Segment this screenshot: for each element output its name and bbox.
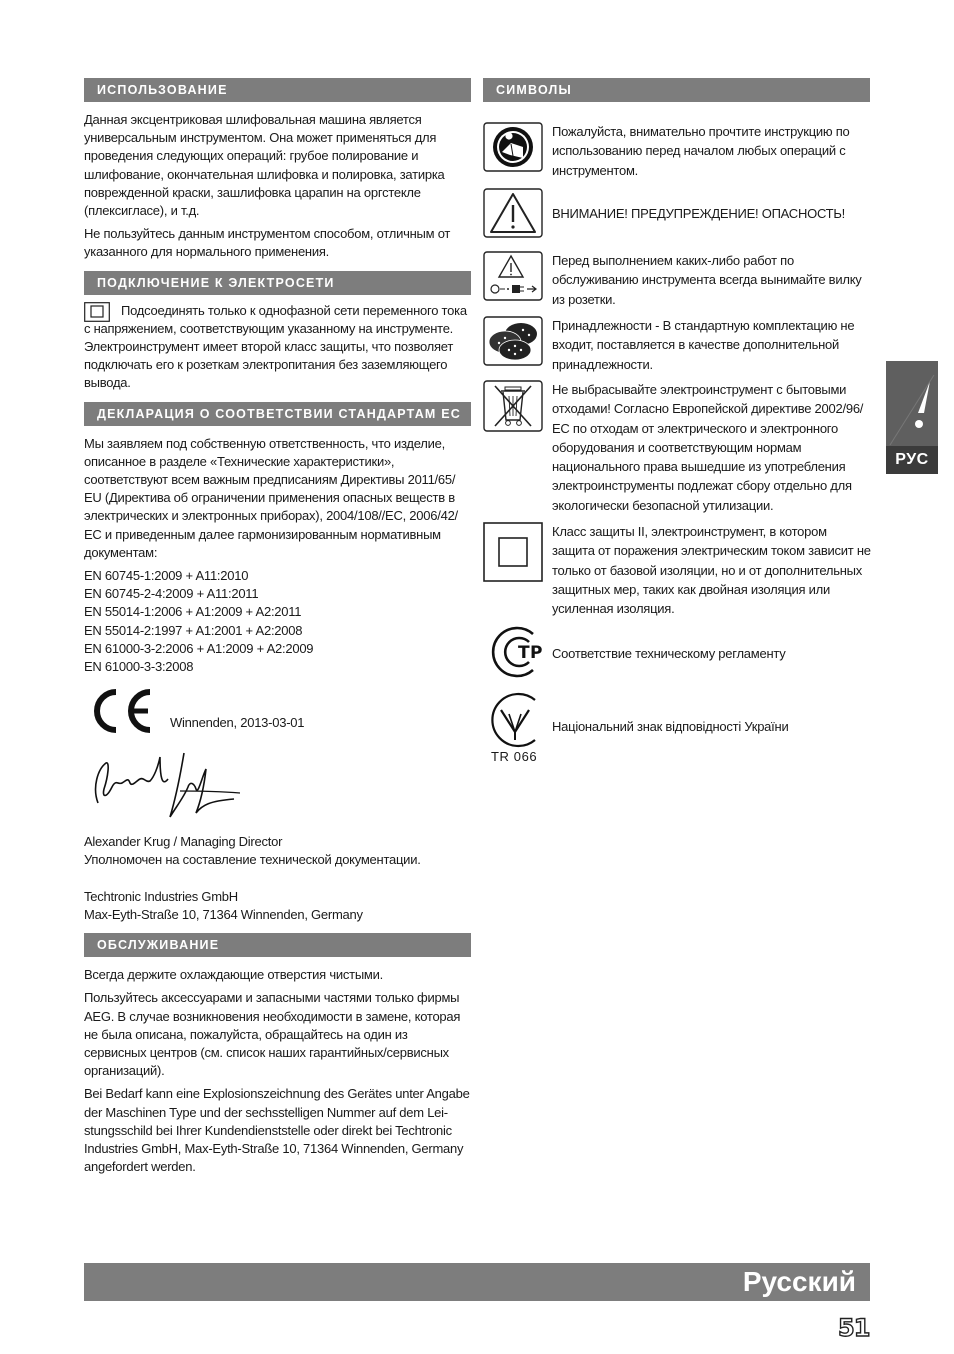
accessories-icon — [483, 316, 543, 366]
page-number: 51 — [838, 1314, 870, 1342]
standard-item: EN 60745-2-4:2009 + A11:2011 — [84, 586, 259, 602]
side-tab-label: РУС — [886, 446, 938, 474]
standard-item: EN 61000-3-3:2008 — [84, 659, 194, 675]
left-column — [84, 78, 471, 1176]
symbol-text: ВНИМАНИЕ! ПРЕДУПРЕЖДЕНИЕ! ОПАСНОСТЬ! — [552, 206, 845, 221]
place-date: Winnenden, 2013-03-01 — [170, 715, 305, 731]
right-column — [483, 78, 870, 798]
standard-item: EN 61000-3-2:2006 + A1:2009 + A2:2009 — [84, 640, 314, 656]
symbol-text: Принадлежности - В стандартную комплектацию не входит, поставляется в качестве дополнительной принадлежности. — [552, 318, 855, 372]
section-heading-usage: ИСПОЛЬЗОВАНИЕ — [84, 78, 471, 102]
symbol-text: Національний знак відповідності України — [552, 719, 789, 734]
language-side-tab — [886, 361, 938, 474]
authorized-text: Уполномочен на составление технической документации. — [84, 852, 421, 868]
symbol-text: Класс защиты II, электроинструмент, в котором защита от поражения электрическим током зависит не только от базовой изоляции, но и от дополнительных защитных мер, таких как двойная изоляция или усиленная изоляция. — [552, 524, 871, 617]
maintenance-paragraph-3: Bei Bedarf kann eine Explosionszeichnung des Gerätes unter Angabe der Maschinen Type und der sechsstelligen Nummer auf dem Lei-stungsschild bei Ihrer Kundendienststelle oder direkt bei Techtronic Industries GmbH, Max-Eyth-Straße 10, 71364 Winnenden, Germany angefordert werden. — [84, 1086, 470, 1175]
symbol-text: Не выбрасывайте электроинструмент с бытовыми отходами! Согласно Европейской директиве 2002/96/ ЕС по отходам от электрического и электронного оборудования и соответствующим нормам национального права вышедшие из употребления электроинструменты подлежат сбору отдельно для экологически безопасной утилизации. — [552, 382, 864, 513]
section-heading-declaration: ДЕКЛАРАЦИЯ О СООТВЕТСТВИИ СТАНДАРТАМ ЕС — [84, 402, 471, 426]
symbol-text: Соответствие техническому регламенту — [552, 646, 786, 661]
class-ii-icon — [84, 302, 110, 322]
standard-item: EN 55014-2:1997 + A1:2001 + A2:2008 — [84, 622, 303, 638]
standard-item: EN 55014-1:2006 + A1:2009 + A2:2011 — [84, 604, 302, 620]
section-heading-symbols: СИМВОЛЫ — [483, 78, 870, 102]
warning-triangle-icon — [483, 188, 543, 238]
svg-text:Т: Т — [518, 643, 530, 663]
maintenance-paragraph-2: Пользуйтесь аксессуарами и запасными частями только фирмы AEG. В случае возникновения необходимости в замене, которая не была описана, пожалуйста, обращайтесь на один из сервисных центров (см. список наших гарантийных/сервисных организаций). — [84, 990, 461, 1079]
company-name: Techtronic Industries GmbH — [84, 888, 238, 904]
maintenance-paragraph-1: Всегда держите охлаждающие отверстия чистыми. — [84, 967, 383, 983]
weee-bin-icon — [483, 380, 543, 432]
signer-name: Alexander Krug / Managing Director — [84, 834, 283, 850]
ce-mark-icon — [86, 687, 156, 735]
class-ii-icon — [483, 522, 543, 582]
symbol-text: Перед выполнением каких-либо работ по обслуживанию инструмента всегда вынимайте вилку из розетки. — [552, 253, 862, 307]
power-paragraph: Подсоединять только к однофазной сети переменного тока с напряжением, соответствующим указанному на инструменте. Электроинструмент имеет второй класс защиты, что позволяет подключать его к розеткам электропитания без заземляющего вывода. — [84, 302, 467, 391]
footer-bar — [84, 1263, 870, 1301]
ce-row — [84, 687, 471, 747]
declaration-paragraph: Мы заявляем под собственную ответственность, что изделие, описанное в разделе «Технические характеристики», соответствуют всем важным предписаниям Директивы 2011/65/ EU (Директива об ограничении применения опасных веществ в электрических и электронных приборах), 2004/108//EC, 2006/42/ EC и приведенным далее гармонизированным нормативным документам: — [84, 435, 458, 560]
power-block — [84, 302, 471, 393]
section-heading-power: ПОДКЛЮЧЕНИЕ К ЭЛЕКТРОСЕТИ — [84, 271, 471, 295]
unplug-icon — [483, 251, 543, 301]
svg-text:Р: Р — [530, 643, 543, 663]
footer-language-title: Русский — [742, 1266, 856, 1297]
company-address: Max-Eyth-Straße 10, 71364 Winnenden, Germany — [84, 906, 363, 922]
ukraine-mark-code: TR 066 — [491, 749, 538, 764]
signature-icon — [84, 747, 254, 827]
usage-paragraph-1: Данная эксцентриковая шлифовальная машина является универсальным инструментом. Она может применяться для проведения следующих операций: грубое полирование и шлифование, окончательная шлифовка и полировка, затирка поврежденной краски, зашлифовка царапин на оргстекле (плексигласе), и т.д. — [84, 112, 445, 219]
section-heading-maintenance: ОБСЛУЖИВАНИЕ — [84, 933, 471, 957]
read-manual-icon — [483, 122, 543, 172]
symbol-text: Пожалуйста, внимательно прочтите инструкцию по использованию перед началом любых операций с инструментом. — [552, 124, 850, 178]
standard-item: EN 60745-1:2009 + A11:2010 — [84, 568, 249, 584]
warning-exclamation-icon — [886, 361, 938, 446]
standards-list — [84, 567, 471, 676]
ctp-mark-icon — [483, 624, 547, 680]
usage-paragraph-2: Не пользуйтесь данным инструментом способом, отличным от указанного для нормального применения. — [84, 226, 451, 260]
